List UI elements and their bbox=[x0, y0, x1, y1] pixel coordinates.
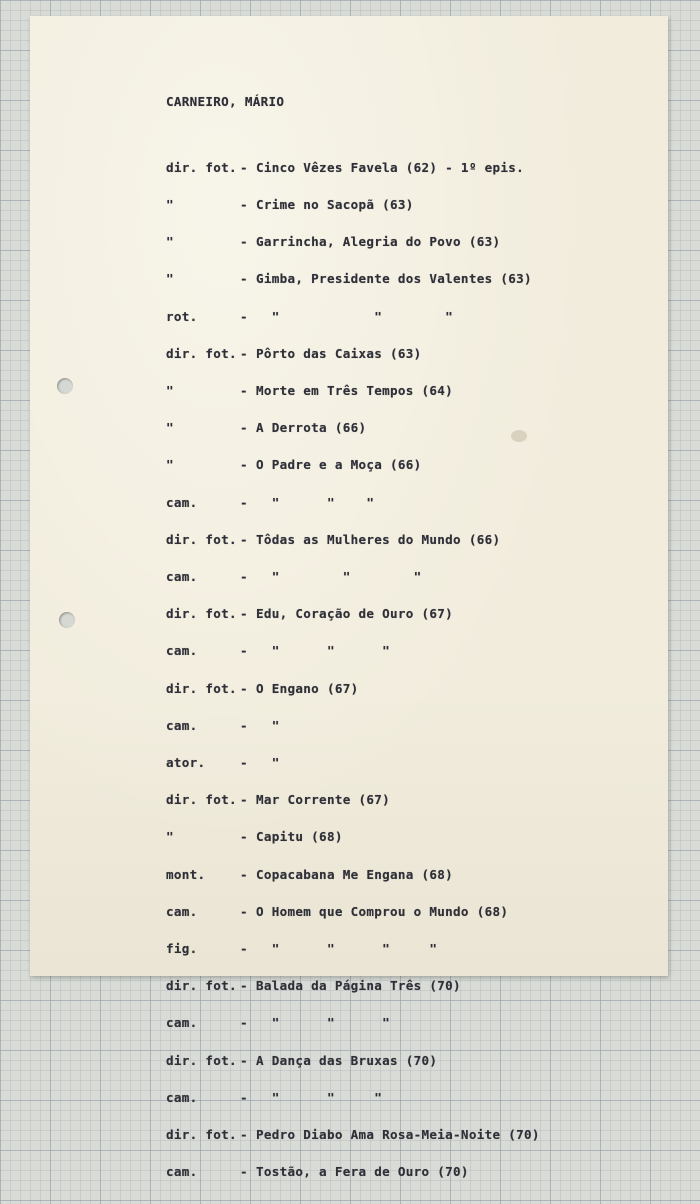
entry-dash: - bbox=[240, 383, 248, 399]
entry-title: Gimba, Presidente dos Valentes (63) bbox=[256, 271, 532, 287]
entry-role: ator. bbox=[166, 755, 206, 771]
list-item bbox=[166, 199, 540, 211]
entry-role: cam. bbox=[166, 1089, 198, 1105]
entry-title: Edu, Coração de Ouro (67) bbox=[256, 606, 454, 622]
list-item bbox=[166, 385, 540, 397]
entry-title: Tôdas as Mulheres do Mundo (66) bbox=[256, 531, 501, 547]
entry-title: A Dança das Bruxas (70) bbox=[256, 1052, 438, 1068]
list-item bbox=[166, 794, 540, 806]
entry-role: dir. fot. bbox=[166, 345, 237, 361]
entry-dash: - bbox=[240, 159, 248, 175]
list-item bbox=[166, 459, 540, 471]
entry-dash: - bbox=[240, 531, 248, 547]
entry-dash: - bbox=[240, 457, 248, 473]
entry-role: dir. fot. bbox=[166, 606, 237, 622]
entry-role: " bbox=[166, 197, 174, 213]
entry-dash: - bbox=[240, 903, 248, 919]
list-item bbox=[166, 273, 540, 285]
entry-role: " bbox=[166, 420, 174, 436]
entry-dash: - bbox=[240, 643, 248, 659]
entry-dash: - bbox=[240, 569, 248, 585]
list-item bbox=[166, 717, 540, 733]
entry-title: Cinco Vêzes Favela (62) - 1º epis. bbox=[256, 159, 524, 175]
list-item bbox=[166, 903, 540, 919]
entry-dash: - bbox=[240, 1164, 248, 1180]
entry-role: cam. bbox=[166, 717, 198, 733]
entry-role: cam. bbox=[166, 903, 198, 919]
entry-title: Crime no Sacopã (63) bbox=[256, 197, 414, 213]
entry-dash: - bbox=[240, 866, 248, 882]
entry-role: fig. bbox=[166, 941, 198, 957]
list-item bbox=[166, 943, 540, 955]
entry-dash: - bbox=[240, 345, 248, 361]
entry-role: mont. bbox=[166, 866, 206, 882]
list-item bbox=[166, 608, 540, 620]
entry-role: dir. fot. bbox=[166, 159, 237, 175]
list-item bbox=[166, 571, 540, 583]
entry-dash: - bbox=[240, 308, 248, 324]
entry-dash: - bbox=[240, 494, 248, 510]
entry-dash: - bbox=[240, 755, 248, 771]
entry-title: Garrincha, Alegria do Povo (63) bbox=[256, 234, 501, 250]
entry-role: " bbox=[166, 829, 174, 845]
entry-role: rot. bbox=[166, 308, 198, 324]
entry-dash: - bbox=[240, 1127, 248, 1143]
entry-dash: - bbox=[240, 717, 248, 733]
list-item bbox=[166, 1166, 540, 1178]
entry-dash: - bbox=[240, 941, 248, 957]
entry-role: dir. fot. bbox=[166, 531, 237, 547]
list-item bbox=[166, 422, 540, 434]
entry-title: Pedro Diabo Ama Rosa-Meia-Noite (70) bbox=[256, 1127, 540, 1143]
filmography-list bbox=[166, 137, 540, 1204]
entry-title: O Engano (67) bbox=[256, 680, 359, 696]
entry-title: Pôrto das Caixas (63) bbox=[256, 345, 422, 361]
entry-role: dir. fot. bbox=[166, 792, 237, 808]
list-item bbox=[166, 308, 540, 324]
typed-page bbox=[30, 16, 668, 1180]
list-item bbox=[166, 680, 540, 696]
entry-role: cam. bbox=[166, 494, 198, 510]
entry-title: " " " " bbox=[256, 941, 438, 957]
entry-role: dir. fot. bbox=[166, 1127, 237, 1143]
list-item bbox=[166, 1129, 540, 1141]
punch-hole bbox=[57, 378, 73, 394]
list-item bbox=[166, 980, 540, 992]
entry-dash: - bbox=[240, 680, 248, 696]
list-item bbox=[166, 757, 540, 769]
entry-role: cam. bbox=[166, 1015, 198, 1031]
entry-role: " bbox=[166, 271, 174, 287]
entry-dash: - bbox=[240, 420, 248, 436]
entry-dash: - bbox=[240, 606, 248, 622]
entry-title: " bbox=[256, 717, 280, 733]
entry-title: O Padre e a Moça (66) bbox=[256, 457, 422, 473]
entry-title: " " " bbox=[256, 1089, 383, 1105]
list-item bbox=[166, 1052, 540, 1068]
list-item bbox=[166, 1017, 540, 1029]
entry-dash: - bbox=[240, 829, 248, 845]
entry-dash: - bbox=[240, 234, 248, 250]
entry-title: Tostão, a Fera de Ouro (70) bbox=[256, 1164, 469, 1180]
entry-role: " bbox=[166, 457, 174, 473]
entry-title: A Derrota (66) bbox=[256, 420, 367, 436]
entry-role: " bbox=[166, 383, 174, 399]
entry-title: " bbox=[256, 755, 280, 771]
list-item bbox=[166, 531, 540, 547]
entry-title: " " " bbox=[256, 308, 454, 324]
entry-role: dir. fot. bbox=[166, 978, 237, 994]
entry-role: cam. bbox=[166, 643, 198, 659]
page-heading: CARNEIRO, MÁRIO bbox=[166, 94, 285, 109]
list-item bbox=[166, 866, 540, 882]
entry-dash: - bbox=[240, 1015, 248, 1031]
entry-dash: - bbox=[240, 197, 248, 213]
entry-role: cam. bbox=[166, 569, 198, 585]
entry-dash: - bbox=[240, 978, 248, 994]
entry-title: " " " bbox=[256, 1015, 390, 1031]
entry-role: dir. fot. bbox=[166, 1052, 237, 1068]
entry-dash: - bbox=[240, 792, 248, 808]
list-item bbox=[166, 236, 540, 248]
entry-role: cam. bbox=[166, 1164, 198, 1180]
entry-title: Capitu (68) bbox=[256, 829, 343, 845]
entry-dash: - bbox=[240, 271, 248, 287]
entry-title: Balada da Página Três (70) bbox=[256, 978, 461, 994]
list-item bbox=[166, 345, 540, 361]
list-item bbox=[166, 831, 540, 843]
entry-role: " bbox=[166, 234, 174, 250]
entry-title: " " " bbox=[256, 494, 375, 510]
punch-hole bbox=[59, 612, 75, 628]
entry-title: Mar Corrente (67) bbox=[256, 792, 390, 808]
entry-title: Copacabana Me Engana (68) bbox=[256, 866, 454, 882]
list-item bbox=[166, 159, 540, 175]
list-item bbox=[166, 494, 540, 510]
entry-role: dir. fot. bbox=[166, 680, 237, 696]
entry-dash: - bbox=[240, 1089, 248, 1105]
entry-title: Morte em Três Tempos (64) bbox=[256, 383, 454, 399]
entry-title: " " " bbox=[256, 569, 422, 585]
list-item bbox=[166, 1089, 540, 1105]
entry-title: O Homem que Comprou o Mundo (68) bbox=[256, 903, 509, 919]
list-item bbox=[166, 645, 540, 657]
entry-dash: - bbox=[240, 1052, 248, 1068]
entry-title: " " " bbox=[256, 643, 390, 659]
